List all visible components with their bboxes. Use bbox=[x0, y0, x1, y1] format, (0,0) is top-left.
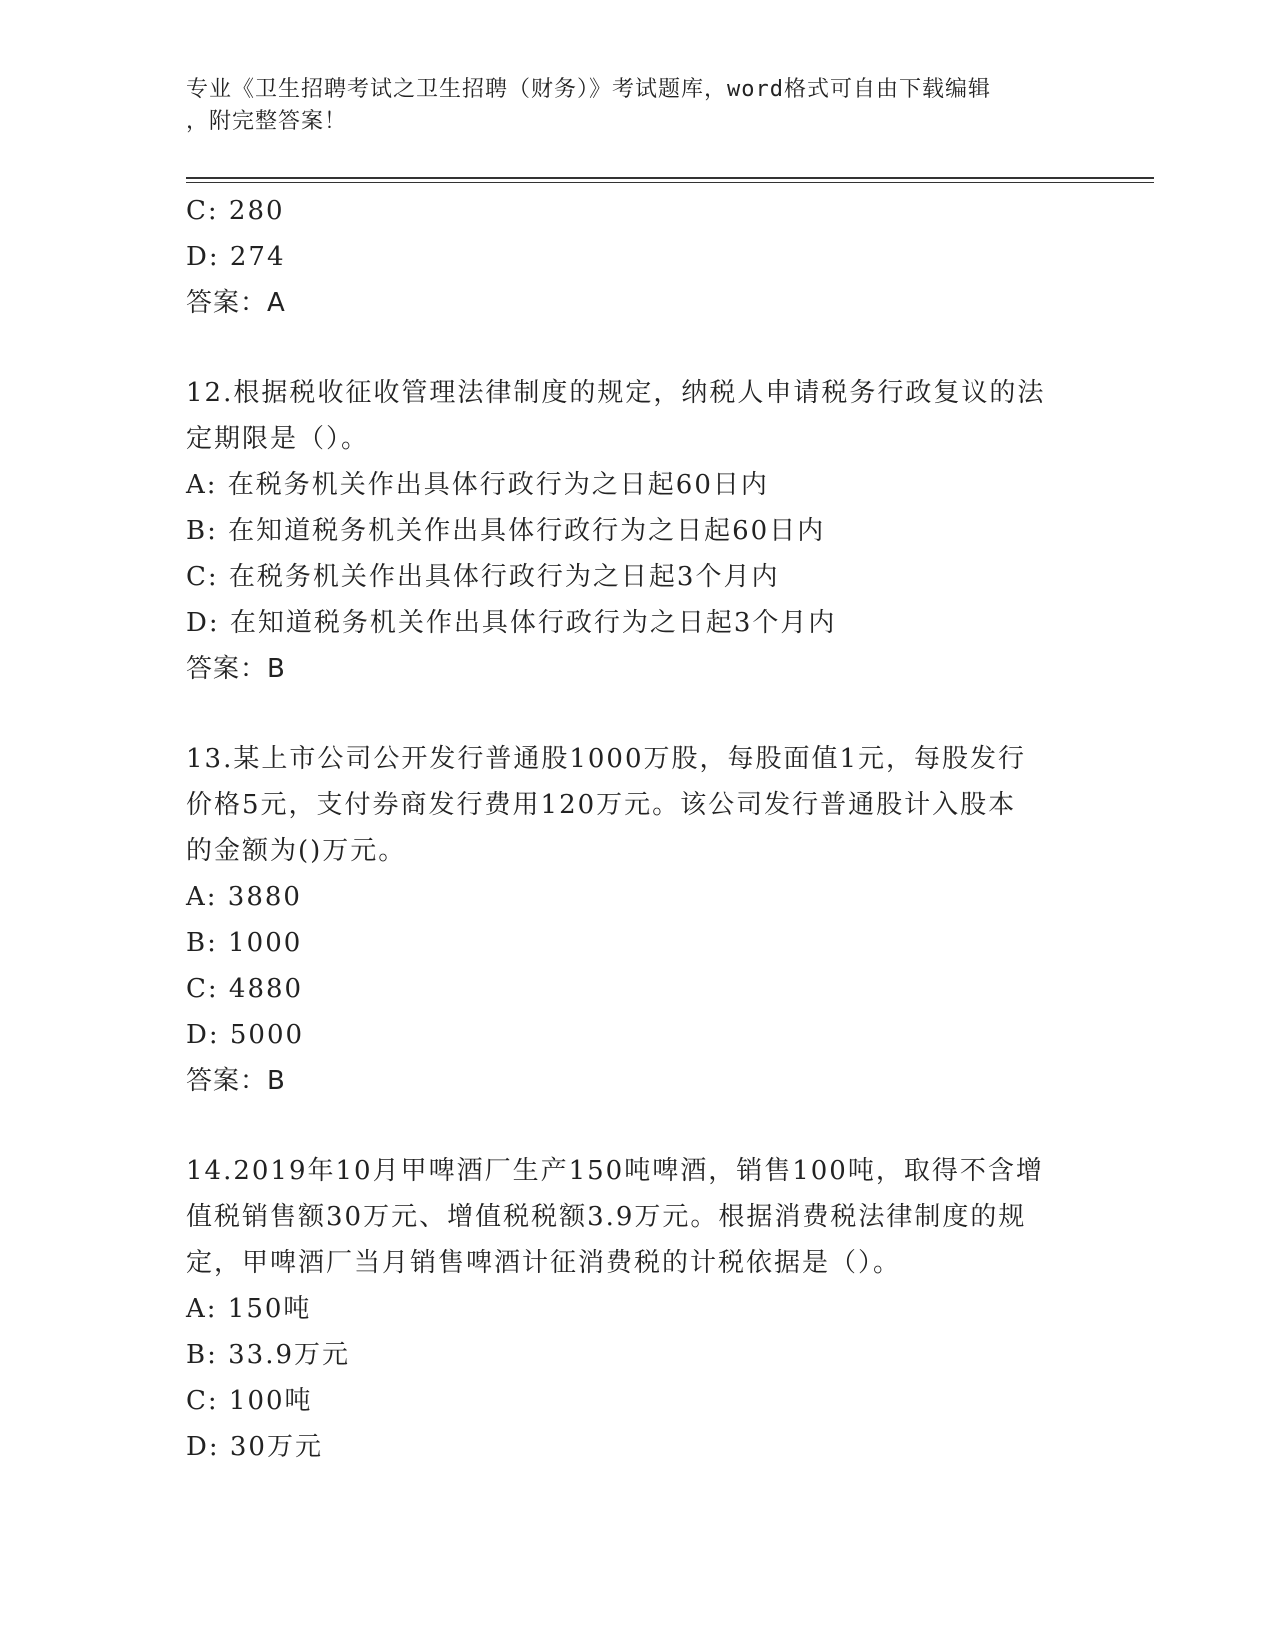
header-line-2: ，附完整答案！ bbox=[186, 109, 348, 134]
q14-stem-line-3: 定，甲啤酒厂当月销售啤酒计征消费税的计税依据是（）。 bbox=[186, 1248, 902, 1278]
q14-option-a: A: 150吨 bbox=[186, 1294, 312, 1324]
q13-option-c: C: 4880 bbox=[186, 974, 304, 1004]
q14-stem-line-1: 14.2019年10月甲啤酒厂生产150吨啤酒，销售100吨，取得不含增 bbox=[186, 1156, 1044, 1186]
q11-answer: 答案：A bbox=[186, 288, 286, 318]
q12-option-c: C: 在税务机关作出具体行政行为之日起3个月内 bbox=[186, 562, 780, 592]
question-11 bbox=[186, 188, 1086, 326]
q12-option-a: A: 在税务机关作出具体行政行为之日起60日内 bbox=[186, 470, 769, 500]
q12-stem-line-2: 定期限是（）。 bbox=[186, 424, 370, 454]
spacer bbox=[186, 692, 1086, 736]
question-12 bbox=[186, 370, 1086, 692]
q13-stem-line-1: 13.某上市公司公开发行普通股1000万股，每股面值1元，每股发行 bbox=[186, 744, 1027, 774]
q13-option-a: A: 3880 bbox=[186, 882, 302, 912]
q12-option-d: D: 在知道税务机关作出具体行政行为之日起3个月内 bbox=[186, 608, 837, 638]
q11-option-d: D: 274 bbox=[186, 242, 286, 272]
q12-answer: 答案：B bbox=[186, 654, 286, 684]
q14-option-b: B: 33.9万元 bbox=[186, 1340, 351, 1370]
q12-stem-line-1: 12.根据税收征收管理法律制度的规定，纳税人申请税务行政复议的法 bbox=[186, 378, 1046, 408]
q13-option-b: B: 1000 bbox=[186, 928, 303, 958]
question-13 bbox=[186, 736, 1086, 1104]
page-header bbox=[186, 74, 1066, 138]
q13-answer: 答案：B bbox=[186, 1066, 286, 1096]
document-body bbox=[186, 188, 1086, 1470]
q14-stem-line-2: 值税销售额30万元、增值税税额3.9万元。根据消费税法律制度的规 bbox=[186, 1202, 1027, 1232]
q14-option-d: D: 30万元 bbox=[186, 1432, 323, 1462]
question-14 bbox=[186, 1148, 1086, 1470]
header-divider-thick bbox=[186, 177, 1154, 179]
q13-stem-line-2: 价格5元，支付券商发行费用120万元。该公司发行普通股计入股本 bbox=[186, 790, 1017, 820]
header-divider-thin bbox=[186, 182, 1154, 183]
spacer bbox=[186, 326, 1086, 370]
q12-option-b: B: 在知道税务机关作出具体行政行为之日起60日内 bbox=[186, 516, 826, 546]
q13-stem-line-3: 的金额为()万元。 bbox=[186, 836, 407, 866]
q14-option-c: C: 100吨 bbox=[186, 1386, 313, 1416]
header-line-1: 专业《卫生招聘考试之卫生招聘（财务）》考试题库，word格式可自由下载编辑 bbox=[186, 77, 991, 102]
spacer bbox=[186, 1104, 1086, 1148]
q11-option-c: C: 280 bbox=[186, 196, 285, 226]
q13-option-d: D: 5000 bbox=[186, 1020, 305, 1050]
